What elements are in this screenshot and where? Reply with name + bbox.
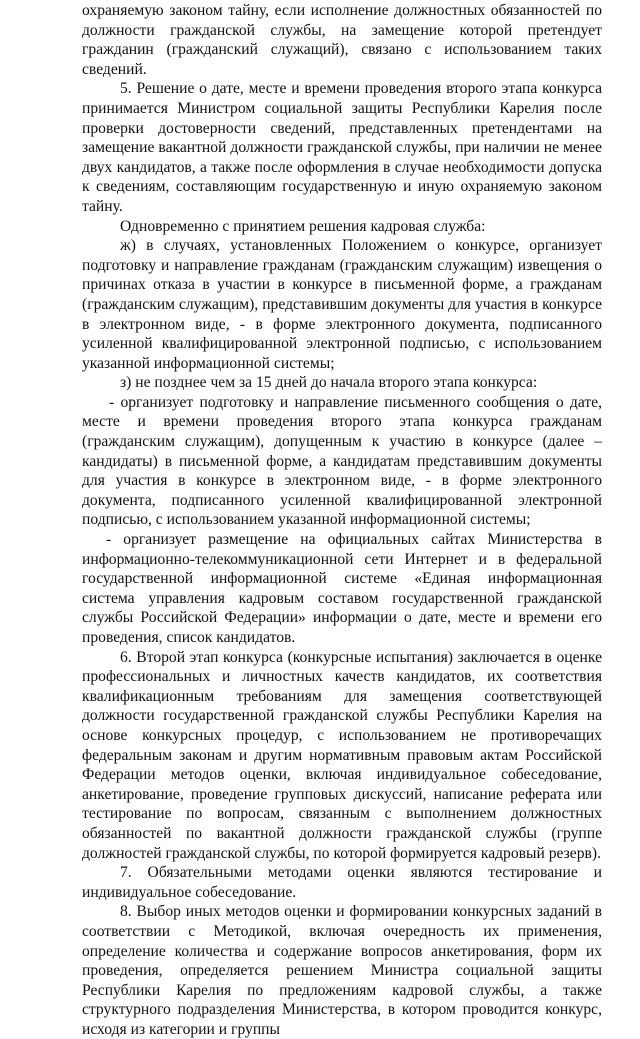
paragraph-subitem-zh: ж) в случаях, установленных Положением о конкурсе, организует подготовку и направление гражданам (гражданским служащим) извещения о причинах отказа в участии в конкурсе в письменной форме, а гражданам (гражданским служащим), представившим документы для участия в конкурсе в электронном виде, - в форме электронного документа, подписанного усиленной квалифицированной электронной подписью, с использованием указанной информационной системы;	[82, 237, 602, 372]
paragraph-item-6: 6. Второй этап конкурса (конкурсные испытания) заключается в оценке профессиональных и личностных качеств кандидатов, их соответствия квалификационным требованиям для замещения соответствующей должности государственной гражданской службы Республики Карелия на основе конкурсных процедур, с использованием не противоречащих федеральным законам и другим нормативным правовым актам Российской Федерации методов оценки, включая индивидуальное собеседование, анкетирование, проведение групповых дискуссий, написание реферата или тестирование по вопросам, связанным с выполнением должностных обязанностей по вакантной должности гражданской службы (группе должностей гражданской службы, по которой формируется кадровый резерв).	[82, 648, 602, 862]
paragraph-item-5: 5. Решение о дате, месте и времени проведения второго этапа конкурса принимается Министром социальной защиты Республики Карелия после проверки достоверности сведений, представленных претендентами на замещение вакантной должности гражданской службы, при наличии не менее двух кандидатов, а также после оформления в случае необходимости допуска к сведениям, составляющим государственную и иную охраняемую законом тайну.	[82, 80, 602, 215]
document-body	[82, 1, 602, 1039]
paragraph-item-7: 7. Обязательными методами оценки являются тестирование и индивидуальное собеседование.	[82, 864, 602, 901]
paragraph-dash-notification: - организует подготовку и направление письменного сообщения о дате, месте и времени проведения второго этапа конкурса гражданам (гражданским служащим), допущенным к участию в конкурсе (далее – кандидаты) в письменной форме, а кандидатам представившим документы для участия в конкурсе в электронном виде, - в форме электронного документа, подписанного усиленной квалифицированной электронной подписью, с использованием указанной информационной системы;	[82, 393, 602, 529]
paragraph-continuation: охраняемую законом тайну, если исполнение должностных обязанностей по должности гражданской службы, на замещение которой претендует гражданин (гражданский служащий), связано с использованием таких сведений.	[82, 2, 602, 78]
paragraph-subitem-z: з) не позднее чем за 15 дней до начала второго этапа конкурса:	[120, 374, 538, 392]
paragraph-simultaneously: Одновременно с принятием решения кадровая служба:	[120, 217, 486, 235]
paragraph-dash-publication: - организует размещение на официальных сайтах Министерства в информационно-телекоммуникационной сети Интернет и в федеральной государственной информационной системе «Единая информационная система управления кадровым составом государственной гражданской службы Российской Федерации» информации о дате, месте и времени его проведения, список кандидатов.	[82, 531, 602, 646]
paragraph-item-8: 8. Выбор иных методов оценки и формировании конкурсных заданий в соответствии с Методикой, включая очередность их применения, определение количества и содержание вопросов анкетирования, форм их проведения, определяется решением Министра социальной защиты Республики Карелия по предложениям кадровой службы, а также структурного подразделения Министерства, в котором проводится конкурс, исходя из категории и группы	[82, 903, 602, 1038]
